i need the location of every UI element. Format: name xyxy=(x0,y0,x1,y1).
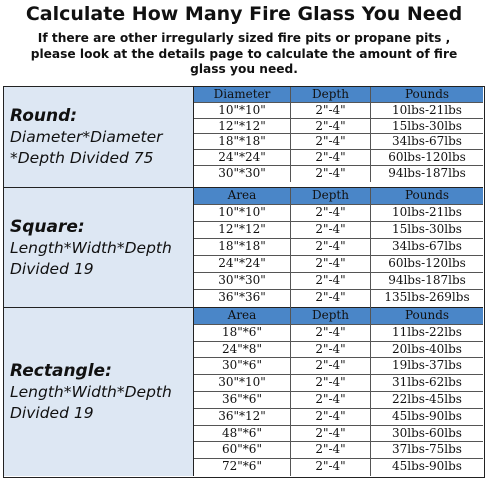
section-grid xyxy=(194,87,483,182)
size-cell: 36"*6" xyxy=(194,392,291,408)
table-row xyxy=(194,325,483,342)
pounds-cell: 11lbs-22lbs xyxy=(392,324,462,339)
size-cell: 12"*12" xyxy=(194,119,291,134)
section-name: Square: xyxy=(10,216,85,237)
column-header: Depth xyxy=(291,188,371,204)
table-row xyxy=(194,166,483,182)
section-round xyxy=(4,87,483,188)
depth-cell: 2"-4" xyxy=(291,166,371,182)
column-header: Depth xyxy=(291,87,371,102)
section-grid xyxy=(194,188,483,308)
column-header: Pounds xyxy=(371,188,483,204)
pounds-cell: 37lbs-75lbs xyxy=(392,442,462,457)
pounds-cell: 60lbs-120lbs xyxy=(388,256,466,270)
section-name: Round: xyxy=(10,106,78,126)
depth-cell: 2"-4" xyxy=(291,375,371,391)
formula-line: Divided 19 xyxy=(10,404,94,422)
table-row xyxy=(194,342,483,359)
pounds-cell: 45lbs-90lbs xyxy=(392,459,462,474)
depth-cell: 2"-4" xyxy=(291,134,371,149)
table-header-row xyxy=(194,188,483,205)
pounds-cell: 31lbs-62lbs xyxy=(392,375,462,390)
depth-cell: 2"-4" xyxy=(291,358,371,374)
pounds-cell: 94lbs-187lbs xyxy=(388,273,466,287)
table-row xyxy=(194,103,483,119)
size-cell: 36"*36" xyxy=(194,290,291,308)
pounds-cell: 10lbs-21lbs xyxy=(392,205,462,219)
formula-line: Length*Width*Depth xyxy=(10,238,172,257)
table-row xyxy=(194,392,483,409)
pounds-cell: 22lbs-45lbs xyxy=(392,391,462,406)
pounds-cell: 19lbs-37lbs xyxy=(392,358,462,373)
table-row xyxy=(194,239,483,256)
column-header: Area xyxy=(194,308,291,324)
depth-cell: 2"-4" xyxy=(291,222,371,238)
size-cell: 72"*6" xyxy=(194,459,291,476)
depth-cell: 2"-4" xyxy=(291,325,371,341)
size-cell: 30"*6" xyxy=(194,358,291,374)
depth-cell: 2"-4" xyxy=(291,239,371,255)
table-row xyxy=(194,150,483,166)
size-cell: 18"*6" xyxy=(194,325,291,341)
formula-line: Divided 19 xyxy=(10,259,94,278)
size-cell: 30"*30" xyxy=(194,166,291,182)
formula-line: *Depth Divided 75 xyxy=(10,149,154,167)
fire-glass-table xyxy=(3,86,485,478)
depth-cell: 2"-4" xyxy=(291,150,371,165)
table-row xyxy=(194,375,483,392)
depth-cell: 2"-4" xyxy=(291,459,371,476)
section-label-cell xyxy=(4,87,194,187)
depth-cell: 2"-4" xyxy=(291,409,371,425)
depth-cell: 2"-4" xyxy=(291,426,371,442)
pounds-cell: 15lbs-30lbs xyxy=(392,222,462,236)
table-row xyxy=(194,119,483,135)
size-cell: 18"*18" xyxy=(194,134,291,149)
size-cell: 18"*18" xyxy=(194,239,291,255)
size-cell: 60"*6" xyxy=(194,442,291,458)
depth-cell: 2"-4" xyxy=(291,442,371,458)
size-cell: 24"*24" xyxy=(194,256,291,272)
formula-line: Diameter*Diameter xyxy=(10,128,163,146)
table-row xyxy=(194,358,483,375)
depth-cell: 2"-4" xyxy=(291,392,371,408)
section-label-cell xyxy=(4,308,194,476)
size-cell: 10"*10" xyxy=(194,205,291,221)
column-header: Pounds xyxy=(371,308,483,324)
section-label-cell xyxy=(4,188,194,307)
column-header: Area xyxy=(194,188,291,204)
table-row xyxy=(194,256,483,273)
pounds-cell: 94lbs-187lbs xyxy=(388,165,466,180)
column-header: Diameter xyxy=(194,87,291,102)
pounds-cell: 60lbs-120lbs xyxy=(388,150,466,165)
section-name: Rectangle: xyxy=(10,361,112,381)
table-row xyxy=(194,205,483,222)
table-row xyxy=(194,442,483,459)
pounds-cell: 34lbs-67lbs xyxy=(392,239,462,253)
page-subtitle: If there are other irregularly sized fire pits or propane pits , please look at the details page to calculate the amount of fire glass you need. xyxy=(30,31,458,76)
table-row xyxy=(194,426,483,443)
size-cell: 48"*6" xyxy=(194,426,291,442)
depth-cell: 2"-4" xyxy=(291,290,371,308)
table-header-row xyxy=(194,87,483,103)
pounds-cell: 10lbs-21lbs xyxy=(392,102,462,117)
depth-cell: 2"-4" xyxy=(291,342,371,358)
pounds-cell: 20lbs-40lbs xyxy=(392,341,462,356)
table-row xyxy=(194,409,483,426)
column-header: Pounds xyxy=(371,87,483,102)
depth-cell: 2"-4" xyxy=(291,103,371,118)
table-header-row xyxy=(194,308,483,325)
section-square xyxy=(4,188,483,308)
pounds-cell: 34lbs-67lbs xyxy=(392,134,462,149)
size-cell: 24"*8" xyxy=(194,342,291,358)
size-cell: 30"*30" xyxy=(194,273,291,289)
section-rectangle xyxy=(4,308,483,476)
table-row xyxy=(194,273,483,290)
pounds-cell: 135lbs-269lbs xyxy=(384,290,470,304)
depth-cell: 2"-4" xyxy=(291,273,371,289)
size-cell: 24"*24" xyxy=(194,150,291,165)
column-header: Depth xyxy=(291,308,371,324)
table-row xyxy=(194,459,483,476)
size-cell: 30"*10" xyxy=(194,375,291,391)
pounds-cell: 15lbs-30lbs xyxy=(392,118,462,133)
size-cell: 36"*12" xyxy=(194,409,291,425)
page-title: Calculate How Many Fire Glass You Need xyxy=(25,3,463,25)
size-cell: 10"*10" xyxy=(194,103,291,118)
size-cell: 12"*12" xyxy=(194,222,291,238)
table-row xyxy=(194,134,483,150)
pounds-cell: 45lbs-90lbs xyxy=(392,408,462,423)
depth-cell: 2"-4" xyxy=(291,119,371,134)
formula-line: Length*Width*Depth xyxy=(10,383,172,401)
depth-cell: 2"-4" xyxy=(291,256,371,272)
table-row xyxy=(194,290,483,308)
section-grid xyxy=(194,308,483,476)
table-row xyxy=(194,222,483,239)
depth-cell: 2"-4" xyxy=(291,205,371,221)
pounds-cell: 30lbs-60lbs xyxy=(392,425,462,440)
